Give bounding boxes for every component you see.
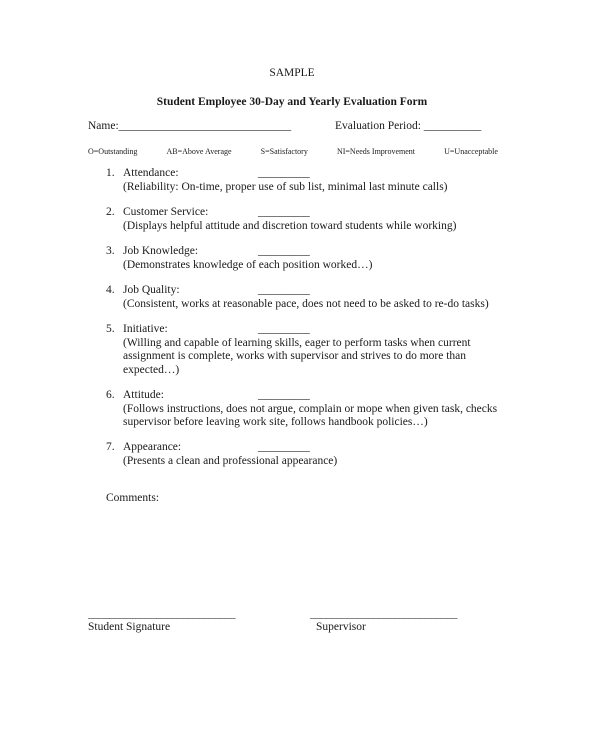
criterion-number: 5. [106,323,115,335]
criterion-number: 3. [106,245,115,257]
student-signature-label: Student Signature [88,621,171,633]
supervisor-signature-line: ____________________________ [310,608,457,620]
rating-unacceptable: U=Unacceptable [444,147,498,156]
criterion-title: Job Knowledge: [123,245,199,257]
criterion-title: Attendance: [123,167,179,179]
criterion-attitude [106,389,497,430]
criterion-job-quality [106,284,489,311]
criterion-rating-blank: _________ [258,389,310,401]
criterion-title: Initiative: [123,323,168,335]
criterion-number: 7. [106,441,115,453]
criterion-description: (Consistent, works at reasonable pace, does not need to be asked to re-do tasks) [123,297,489,310]
criterion-job-knowledge [106,245,372,272]
criterion-rating-blank: _________ [258,441,310,453]
criterion-initiative [106,323,471,377]
comments-label: Comments: [106,492,160,504]
name-field: Name:______________________________ [88,120,292,132]
criterion-attendance [106,167,448,194]
criterion-description: (Willing and capable of learning skills, eager to perform tasks when current assignment is complete, works with supervisor and strives to do more than expected…) [123,336,471,376]
criterion-number: 2. [106,206,115,218]
form-title: Student Employee 30-Day and Yearly Evaluation Form [156,96,428,108]
evaluation-period-field: Evaluation Period: __________ [335,120,482,132]
criterion-title: Job Quality: [123,284,180,296]
criterion-number: 4. [106,284,115,296]
criterion-description: (Follows instructions, does not argue, complain or mope when given task, checks supervisor before leaving work site, follows handbook policies…) [123,402,498,428]
supervisor-signature-label: Supervisor [316,621,366,633]
criterion-rating-blank: _________ [258,206,310,218]
criterion-description: (Displays helpful attitude and discretion toward students while working) [123,219,457,232]
criterion-number: 6. [106,389,115,401]
criterion-rating-blank: _________ [258,284,310,296]
rating-needs-improvement: NI=Needs Improvement [336,147,416,156]
criterion-appearance [106,441,337,468]
sample-label: SAMPLE [269,67,315,79]
criterion-description: (Demonstrates knowledge of each position worked…) [123,258,373,271]
criterion-rating-blank: _________ [258,167,310,179]
criterion-title: Appearance: [123,441,182,453]
criterion-description: (Presents a clean and professional appearance) [123,454,338,467]
criterion-description: (Reliability: On-time, proper use of sub list, minimal last minute calls) [123,180,448,193]
criterion-title: Customer Service: [123,206,209,218]
rating-scale-legend [88,147,498,156]
criterion-title: Attitude: [123,389,164,401]
student-signature-line: ____________________________ [88,608,235,620]
rating-outstanding: O=Outstanding [88,147,138,156]
criterion-rating-blank: _________ [258,323,310,335]
criterion-customer-service [106,206,456,233]
criterion-number: 1. [106,167,115,179]
rating-satisfactory: S=Satisfactory [260,147,308,156]
rating-above-average: AB=Above Average [166,147,232,156]
criterion-rating-blank: _________ [258,245,310,257]
